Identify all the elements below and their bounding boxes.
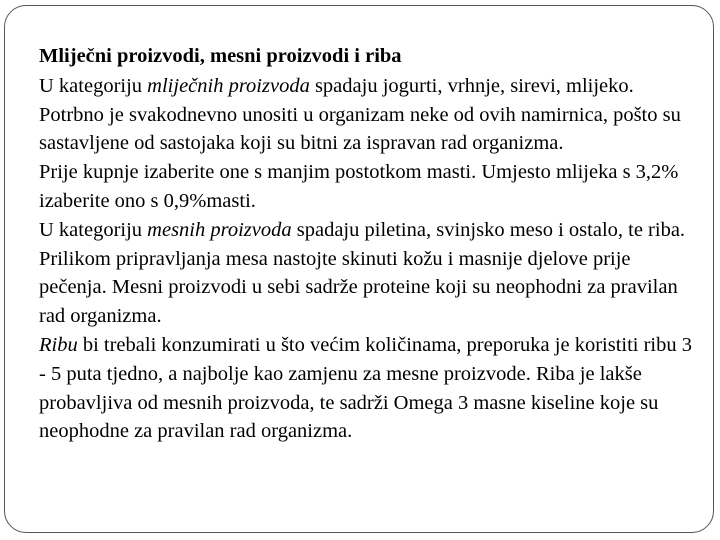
paragraph-meat bbox=[39, 216, 699, 245]
fish-term: Ribu bbox=[39, 333, 78, 356]
paragraph-dairy-body: spadaju jogurti, vrhnje, sirevi, mlijeko. Potrbno je svakodnevno unositi u organizam neke od ovih namirnica, pošto su sastavljene od sastojaka koji su bitni za ispravan rad organizma. bbox=[39, 74, 681, 155]
paragraph-meat-prep: Prilikom pripravljanja mesa nastojte skinuti kožu i masnije djelove prije pečenja. Mesni proizvodi u sebi sadrže proteine koji su neophodni za pravilan rad organizma. bbox=[39, 247, 678, 328]
paragraph-meat-body: spadaju piletina, svinjsko meso i ostalo, te riba. bbox=[291, 218, 686, 241]
dairy-term: mliječnih proizvoda bbox=[147, 74, 310, 97]
paragraph-dairy bbox=[39, 72, 699, 158]
slide-content bbox=[39, 42, 699, 446]
slide-title: Mliječni proizvodi, mesni proizvodi i riba bbox=[39, 45, 402, 67]
meat-term: mesnih proizvoda bbox=[147, 218, 292, 241]
paragraph-dairy-intro: U kategoriju bbox=[39, 74, 148, 97]
paragraph-fat-advice: Prije kupnje izaberite one s manjim postotkom masti. Umjesto mlijeka s 3,2% izaberite ono s 0,9%masti. bbox=[39, 161, 679, 212]
paragraph-fish bbox=[39, 331, 699, 446]
slide-frame bbox=[4, 5, 714, 533]
paragraph-meat-intro: U kategoriju bbox=[39, 218, 148, 241]
paragraph-fish-body: bi trebali konzumirati u što većim količinama, preporuka je koristiti ribu 3 - 5 puta tjedno, a najbolje kao zamjenu za mesne proizvode. Riba je lakše probavljiva od mesnih proizvoda, te sadrži Omega 3 masne kiseline koje su neophodne za pravilan rad organizma. bbox=[39, 333, 692, 443]
